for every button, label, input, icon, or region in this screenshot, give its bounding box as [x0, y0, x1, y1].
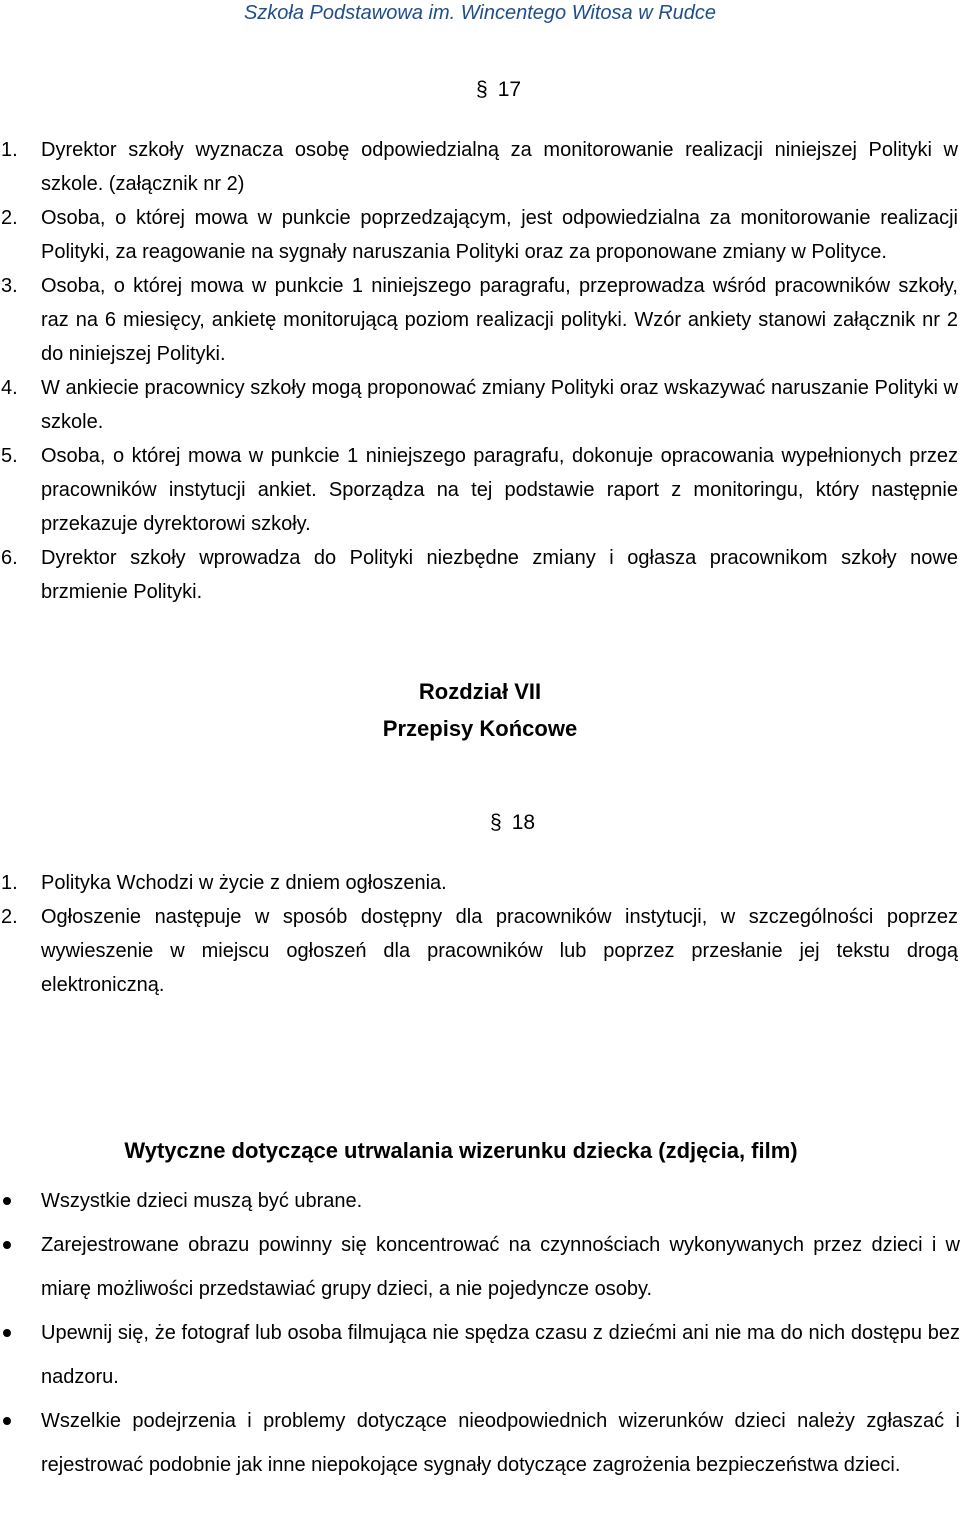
item-text: Osoba, o której mowa w punkcie 1 niniejszego paragrafu, dokonuje opracowania wypełnionych przez pracowników instytucji ankiet. Sporządza na tej podstawie raport z monitoringu, który następnie przekazuje dyrektorowi szkoły.	[41, 445, 958, 535]
item-text: Ogłoszenie następuje w sposób dostępny dla pracowników instytucji, w szczególności poprzez wywieszenie w miejscu ogłoszeń dla pracowników lub poprzez przesłanie jej tekstu drogą elektroniczną.	[41, 906, 958, 996]
item-number: 5.	[1, 445, 18, 467]
list-item	[0, 201, 958, 269]
bullet-item	[0, 1179, 960, 1223]
bullet-text: Zarejestrowane obrazu powinny się koncentrować na czynnościach wykonywanych przez dzieci i w miarę możliwości przedstawiać grupy dzieci, a nie pojedyncze osoby.	[41, 1234, 960, 1300]
section-sign: §	[490, 811, 502, 834]
guidelines-list	[0, 1179, 960, 1487]
bullet-text: Wszelkie podejrzenia i problemy dotyczące nieodpowiednich wizerunków dzieci należy zgłaszać i rejestrować podobnie jak inne niepokojące sygnały dotyczące zagrożenia bezpieczeństwa dzieci.	[41, 1410, 960, 1476]
bullet-item	[0, 1223, 960, 1311]
bullet-icon	[3, 1417, 11, 1425]
list-item	[0, 439, 958, 541]
bullet-item	[0, 1311, 960, 1399]
bullet-icon	[3, 1241, 11, 1249]
chapter-number: Rozdział VII	[418, 679, 542, 704]
list-item	[0, 541, 958, 609]
section-18-heading	[490, 811, 535, 835]
list-item	[0, 371, 958, 439]
list-item	[0, 866, 958, 900]
item-number: 6.	[1, 547, 18, 569]
item-text: W ankiecie pracownicy szkoły mogą proponować zmiany Polityki oraz wskazywać naruszanie Polityki w szkole.	[41, 377, 958, 433]
chapter-title: Przepisy Końcowe	[382, 716, 578, 741]
section-sign: §	[476, 78, 488, 101]
section-number: 18	[511, 811, 536, 834]
guidelines-title: Wytyczne dotyczące utrwalania wizerunku dziecka (zdjęcia, film)	[124, 1138, 798, 1163]
list-item	[0, 269, 958, 371]
item-number: 2.	[1, 906, 18, 928]
section-18-list	[0, 866, 958, 1002]
item-number: 1.	[1, 872, 18, 894]
list-item	[0, 133, 958, 201]
item-text: Osoba, o której mowa w punkcie poprzedzającym, jest odpowiedzialna za monitorowanie realizacji Polityki, za reagowanie na sygnały naruszania Polityki oraz za proponowane zmiany w Polityce.	[41, 207, 958, 263]
item-number: 3.	[1, 275, 18, 297]
running-header: Szkoła Podstawowa im. Wincentego Witosa w Rudce	[243, 2, 717, 24]
item-number: 1.	[1, 139, 18, 161]
item-text: Dyrektor szkoły wprowadza do Polityki niezbędne zmiany i ogłasza pracownikom szkoły nowe brzmienie Polityki.	[41, 547, 958, 603]
item-number: 2.	[1, 207, 18, 229]
item-number: 4.	[1, 377, 18, 399]
bullet-icon	[3, 1197, 11, 1205]
bullet-text: Wszystkie dzieci muszą być ubrane.	[41, 1190, 363, 1212]
section-17-heading	[476, 78, 521, 102]
bullet-icon	[3, 1329, 11, 1337]
item-text: Osoba, o której mowa w punkcie 1 niniejszego paragrafu, przeprowadza wśród pracowników szkoły, raz na 6 miesięcy, ankietę monitorującą poziom realizacji polityki. Wzór ankiety stanowi załącznik nr 2 do niniejszej Polityki.	[41, 275, 958, 365]
bullet-text: Upewnij się, że fotograf lub osoba filmująca nie spędza czasu z dziećmi ani nie ma do nich dostępu bez nadzoru.	[41, 1322, 960, 1388]
list-item	[0, 900, 958, 1002]
bullet-item	[0, 1399, 960, 1487]
item-text: Polityka Wchodzi w życie z dniem ogłoszenia.	[41, 872, 447, 894]
item-text: Dyrektor szkoły wyznacza osobę odpowiedzialną za monitorowanie realizacji niniejszej Polityki w szkole. (załącznik nr 2)	[41, 139, 958, 195]
chapter-heading	[0, 673, 960, 747]
section-number: 17	[497, 78, 522, 101]
section-17-list	[0, 133, 958, 609]
